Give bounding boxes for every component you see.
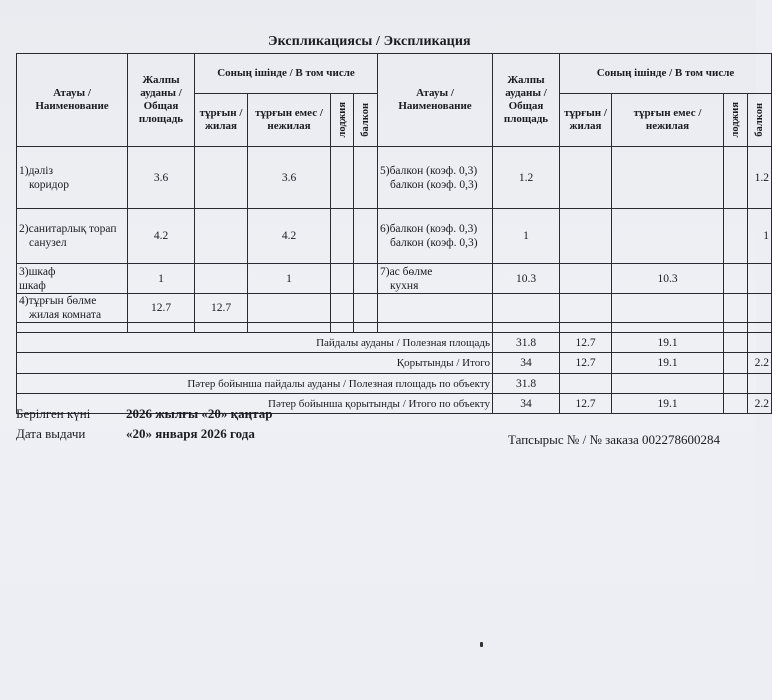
header-balcony-right: балкон <box>748 94 772 147</box>
issued-label-ru: Дата выдачи <box>16 426 86 441</box>
header-including-right: Соның ішінде / В том числе <box>560 54 772 94</box>
issued-label-kz: Берілген күні <box>16 406 91 421</box>
header-living-right: тұрғын / жилая <box>560 94 612 147</box>
summary-row: Пайдалы ауданы / Полезная площадь 31.8 12.7 19.1 <box>17 333 772 353</box>
header-including: Соның ішінде / В том числе <box>195 54 378 94</box>
header-nonliving: тұрғын емес / нежилая <box>248 94 331 147</box>
room-name: 2)санитарлық торап санузел <box>17 209 128 264</box>
room-name: 5)балкон (коэф. 0,3) балкон (коэф. 0,3) <box>378 147 493 209</box>
table-row: 3)шкаф шкаф 1 1 7)ас бөлме кухня 10.3 10.3 <box>17 264 772 294</box>
summary-row: Пәтер бойынша қорытынды / Итого по объекту 34 12.7 19.1 2.2 <box>17 394 772 414</box>
summary-row: Пәтер бойынша пайдалы ауданы / Полезная площадь по объекту 31.8 <box>17 374 772 394</box>
room-name: 1)дәліз коридор <box>17 147 128 209</box>
issued-value-ru: «20» января 2026 года <box>126 426 255 441</box>
header-loggia-right: лоджия <box>724 94 748 147</box>
header-living: тұрғын / жилая <box>195 94 248 147</box>
header-loggia: лоджия <box>331 94 354 147</box>
order-number: Тапсырыс № / № заказа 002278600284 <box>508 432 721 447</box>
room-name: 6)балкон (коэф. 0,3) балкон (коэф. 0,3) <box>378 209 493 264</box>
header-balcony: балкон <box>354 94 378 147</box>
room-name: 4)тұрғын бөлме жилая комната <box>17 294 128 323</box>
room-name: 7)ас бөлме кухня <box>378 264 493 294</box>
header-name-right: Атауы / Наименование <box>378 54 493 147</box>
header-total-area-right: Жалпы ауданы / Общая площадь <box>493 54 560 147</box>
issued-value-kz: 2026 жылғы «20» қаңтар <box>126 406 273 421</box>
table-row: 1)дәліз коридор 3.6 3.6 5)балкон (коэф. 0,3) балкон (коэф. 0,3) 1.2 1.2 <box>17 147 772 209</box>
paper-speck <box>480 642 483 647</box>
explication-table <box>16 53 772 414</box>
header-total-area: Жалпы ауданы / Общая площадь <box>128 54 195 147</box>
table-row: 4)тұрғын бөлме жилая комната 12.7 12.7 <box>17 294 772 323</box>
summary-row: Қорытынды / Итого 34 12.7 19.1 2.2 <box>17 353 772 374</box>
room-name: 3)шкаф шкаф <box>17 264 128 294</box>
header-name: Атауы / Наименование <box>17 54 128 147</box>
document-title: Экспликациясы / Экспликация <box>268 34 471 49</box>
table-row: 2)санитарлық торап санузел 4.2 4.2 6)балкон (коэф. 0,3) балкон (коэф. 0,3) 1 1 <box>17 209 772 264</box>
header-nonliving-right: тұрғын емес / нежилая <box>612 94 724 147</box>
